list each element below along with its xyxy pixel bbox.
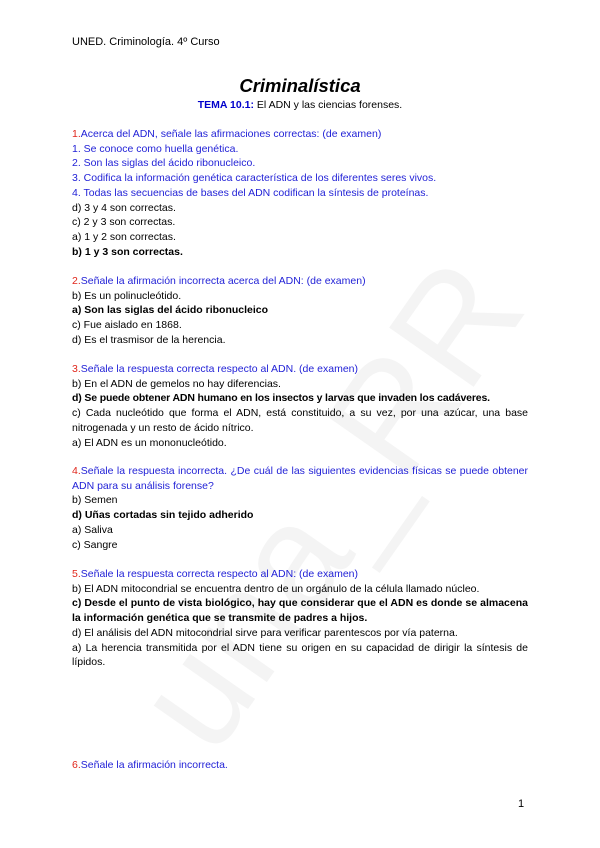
answer-option: b) En el ADN de gemelos no hay diferencias. <box>72 377 281 390</box>
question-5 <box>72 567 528 670</box>
answer-option: b) Es un polinucleótido. <box>72 289 182 302</box>
correct-answer-option: d) Uñas cortadas sin tejido adherido <box>72 509 254 522</box>
question-prompt: 3.Señale la respuesta correcta respecto al ADN. (de examen) <box>72 363 358 375</box>
question-number: 5. <box>72 568 81 580</box>
statement: 2. Son las siglas del ácido ribonucleico. <box>72 157 256 170</box>
tema-label: TEMA 10.1: <box>197 99 254 111</box>
correct-answer-option: d) Se puede obtener ADN humano en los insectos y larvas que invaden los cadáveres. <box>72 392 490 405</box>
answer-option: c) Fue aislado en 1868. <box>72 319 182 332</box>
statement: 4. Todas las secuencias de bases del ADN codifican la síntesis de proteínas. <box>72 186 429 199</box>
question-number: 3. <box>72 363 81 375</box>
answer-option: c) Cada nucleótido que forma el ADN, está constituido, a su vez, por una azúcar, una base nitrogenada y un resto de ácido nítrico. <box>72 407 528 434</box>
answer-option: d) Es el trasmisor de la herencia. <box>72 333 226 346</box>
tema-text: El ADN y las ciencias forenses. <box>253 99 403 111</box>
answer-option: a) El ADN es un mononucleótido. <box>72 436 227 449</box>
statement: 1. Se conoce como huella genética. <box>72 142 239 155</box>
answer-option: a) La herencia transmitida por el ADN tiene su origen en su capacidad de dirigir la síntesis de lípidos. <box>72 641 528 669</box>
statement: 3. Codifica la información genética característica de los diferentes seres vivos. <box>72 172 437 185</box>
correct-answer-option: a) Son las siglas del ácido ribonucleico <box>72 304 269 317</box>
question-number: 2. <box>72 275 81 287</box>
question-number: 6. <box>72 759 81 771</box>
answer-option: d) El análisis del ADN mitocondrial sirve para verificar parentescos por vía paterna. <box>72 626 458 639</box>
question-4 <box>72 464 528 552</box>
correct-answer-option: b) 1 y 3 son correctas. <box>72 245 183 258</box>
page-title: Criminalística <box>239 75 361 96</box>
question-prompt: 1.Acerca del ADN, señale las afirmaciones correctas: (de examen) <box>72 128 382 140</box>
question-6 <box>72 758 528 773</box>
question-prompt: 4.Señale la respuesta incorrecta. ¿De cuál de las siguientes evidencias físicas se puede obtener ADN para su análisis forense? <box>72 465 528 492</box>
page-header: UNED. Criminología. 4º Curso <box>72 36 220 48</box>
answer-option: a) 1 y 2 son correctas. <box>72 230 176 243</box>
question-3 <box>72 362 528 450</box>
question-2 <box>72 274 528 348</box>
question-number: 4. <box>72 465 81 477</box>
answer-option: d) 3 y 4 son correctas. <box>72 201 176 214</box>
question-number: 1. <box>72 128 81 140</box>
answer-option: a) Saliva <box>72 523 113 536</box>
question-prompt: 2.Señale la afirmación incorrecta acerca del ADN: (de examen) <box>72 275 366 287</box>
correct-answer-option: c) Desde el punto de vista biológico, hay que considerar que el ADN es donde se almacena la información genética que se transmite de padres a hijos. <box>72 597 528 625</box>
page-number: 1 <box>518 798 525 810</box>
page-subtitle <box>0 99 600 111</box>
question-prompt: 5.Señale la respuesta correcta respecto al ADN: (de examen) <box>72 568 358 580</box>
answer-option: c) 2 y 3 son correctas. <box>72 216 176 229</box>
answer-option: c) Sangre <box>72 538 118 551</box>
answer-option: b) El ADN mitocondrial se encuentra dentro de un orgánulo de la célula llamado núcleo. <box>72 582 480 595</box>
question-1 <box>72 127 528 259</box>
question-prompt: 6.Señale la afirmación incorrecta. <box>72 759 228 771</box>
answer-option: b) Semen <box>72 494 118 507</box>
